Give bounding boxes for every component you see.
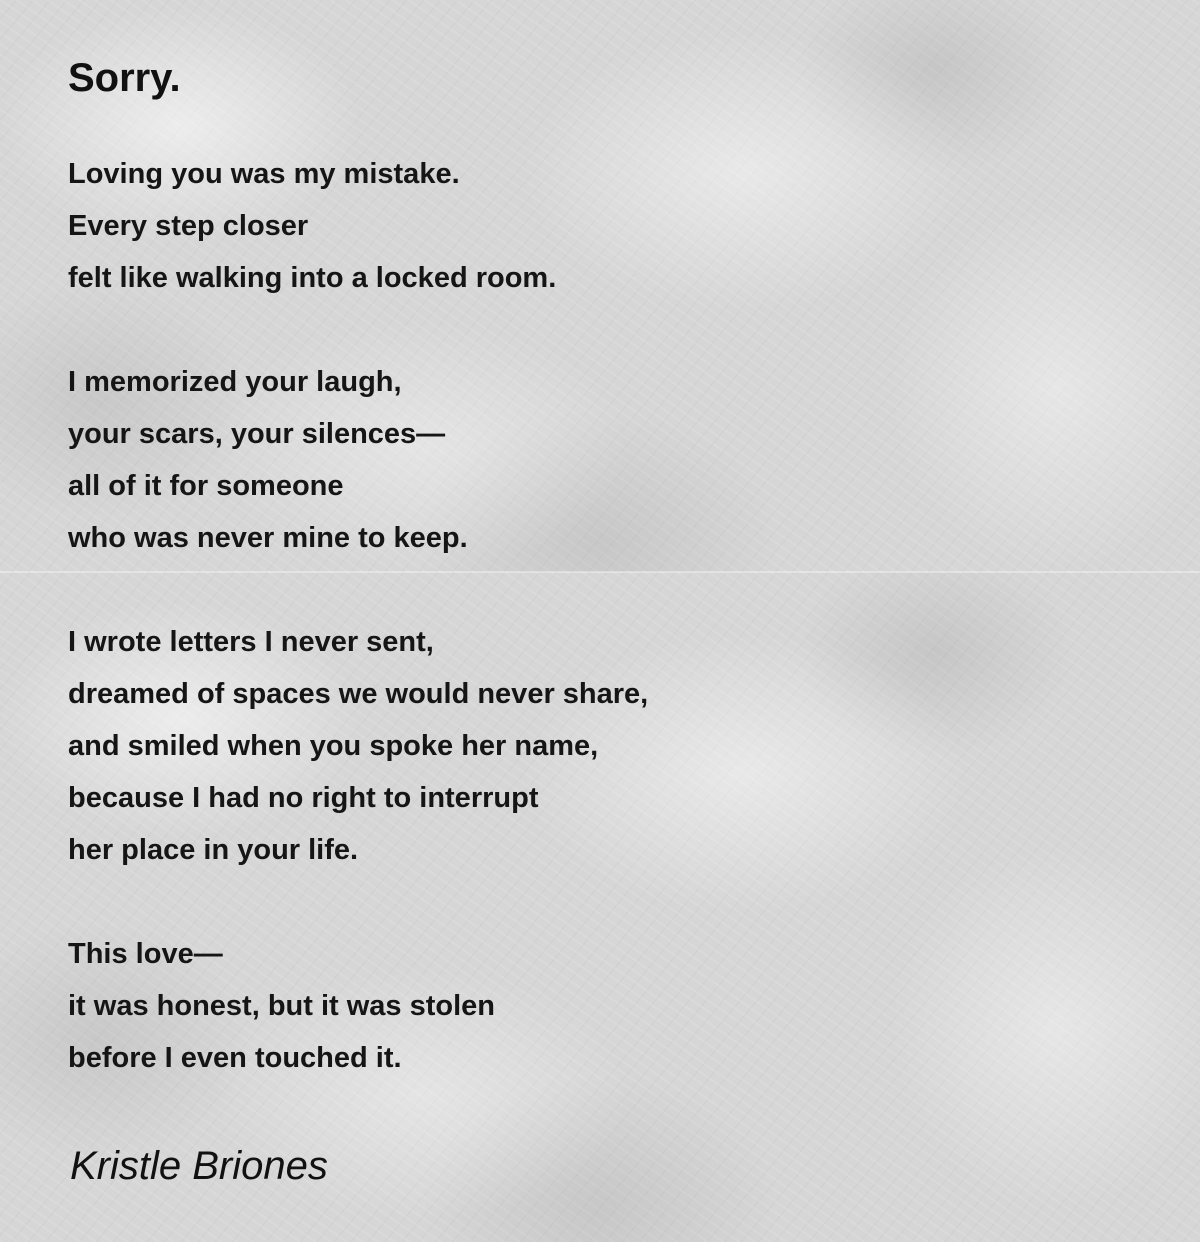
poem-author: Kristle Briones: [70, 1144, 328, 1188]
stanza-1: [68, 148, 556, 304]
poem-line: who was never mine to keep.: [68, 522, 468, 554]
poem-line: I wrote letters I never sent,: [68, 626, 434, 658]
poem-line: dreamed of spaces we would never share,: [68, 678, 649, 710]
poem-line: and smiled when you spoke her name,: [68, 730, 599, 762]
poem-title: Sorry.: [68, 56, 181, 100]
poem-line: Every step closer: [68, 210, 309, 242]
poem-line: I memorized your laugh,: [68, 366, 402, 398]
background-seam: [0, 571, 1200, 573]
stanza-2: [68, 356, 468, 564]
poem-line: because I had no right to interrupt: [68, 782, 539, 814]
poem-line: This love—: [68, 938, 223, 970]
poem-line: all of it for someone: [68, 470, 344, 502]
poem-line: your scars, your silences—: [68, 418, 446, 450]
poem-line: Loving you was my mistake.: [68, 158, 460, 190]
poem-line: it was honest, but it was stolen: [68, 990, 495, 1022]
stanza-3: [68, 616, 648, 876]
stanza-4: [68, 928, 495, 1084]
poem-line: before I even touched it.: [68, 1042, 402, 1074]
poem-line: felt like walking into a locked room.: [68, 262, 557, 294]
poem-line: her place in your life.: [68, 834, 359, 866]
